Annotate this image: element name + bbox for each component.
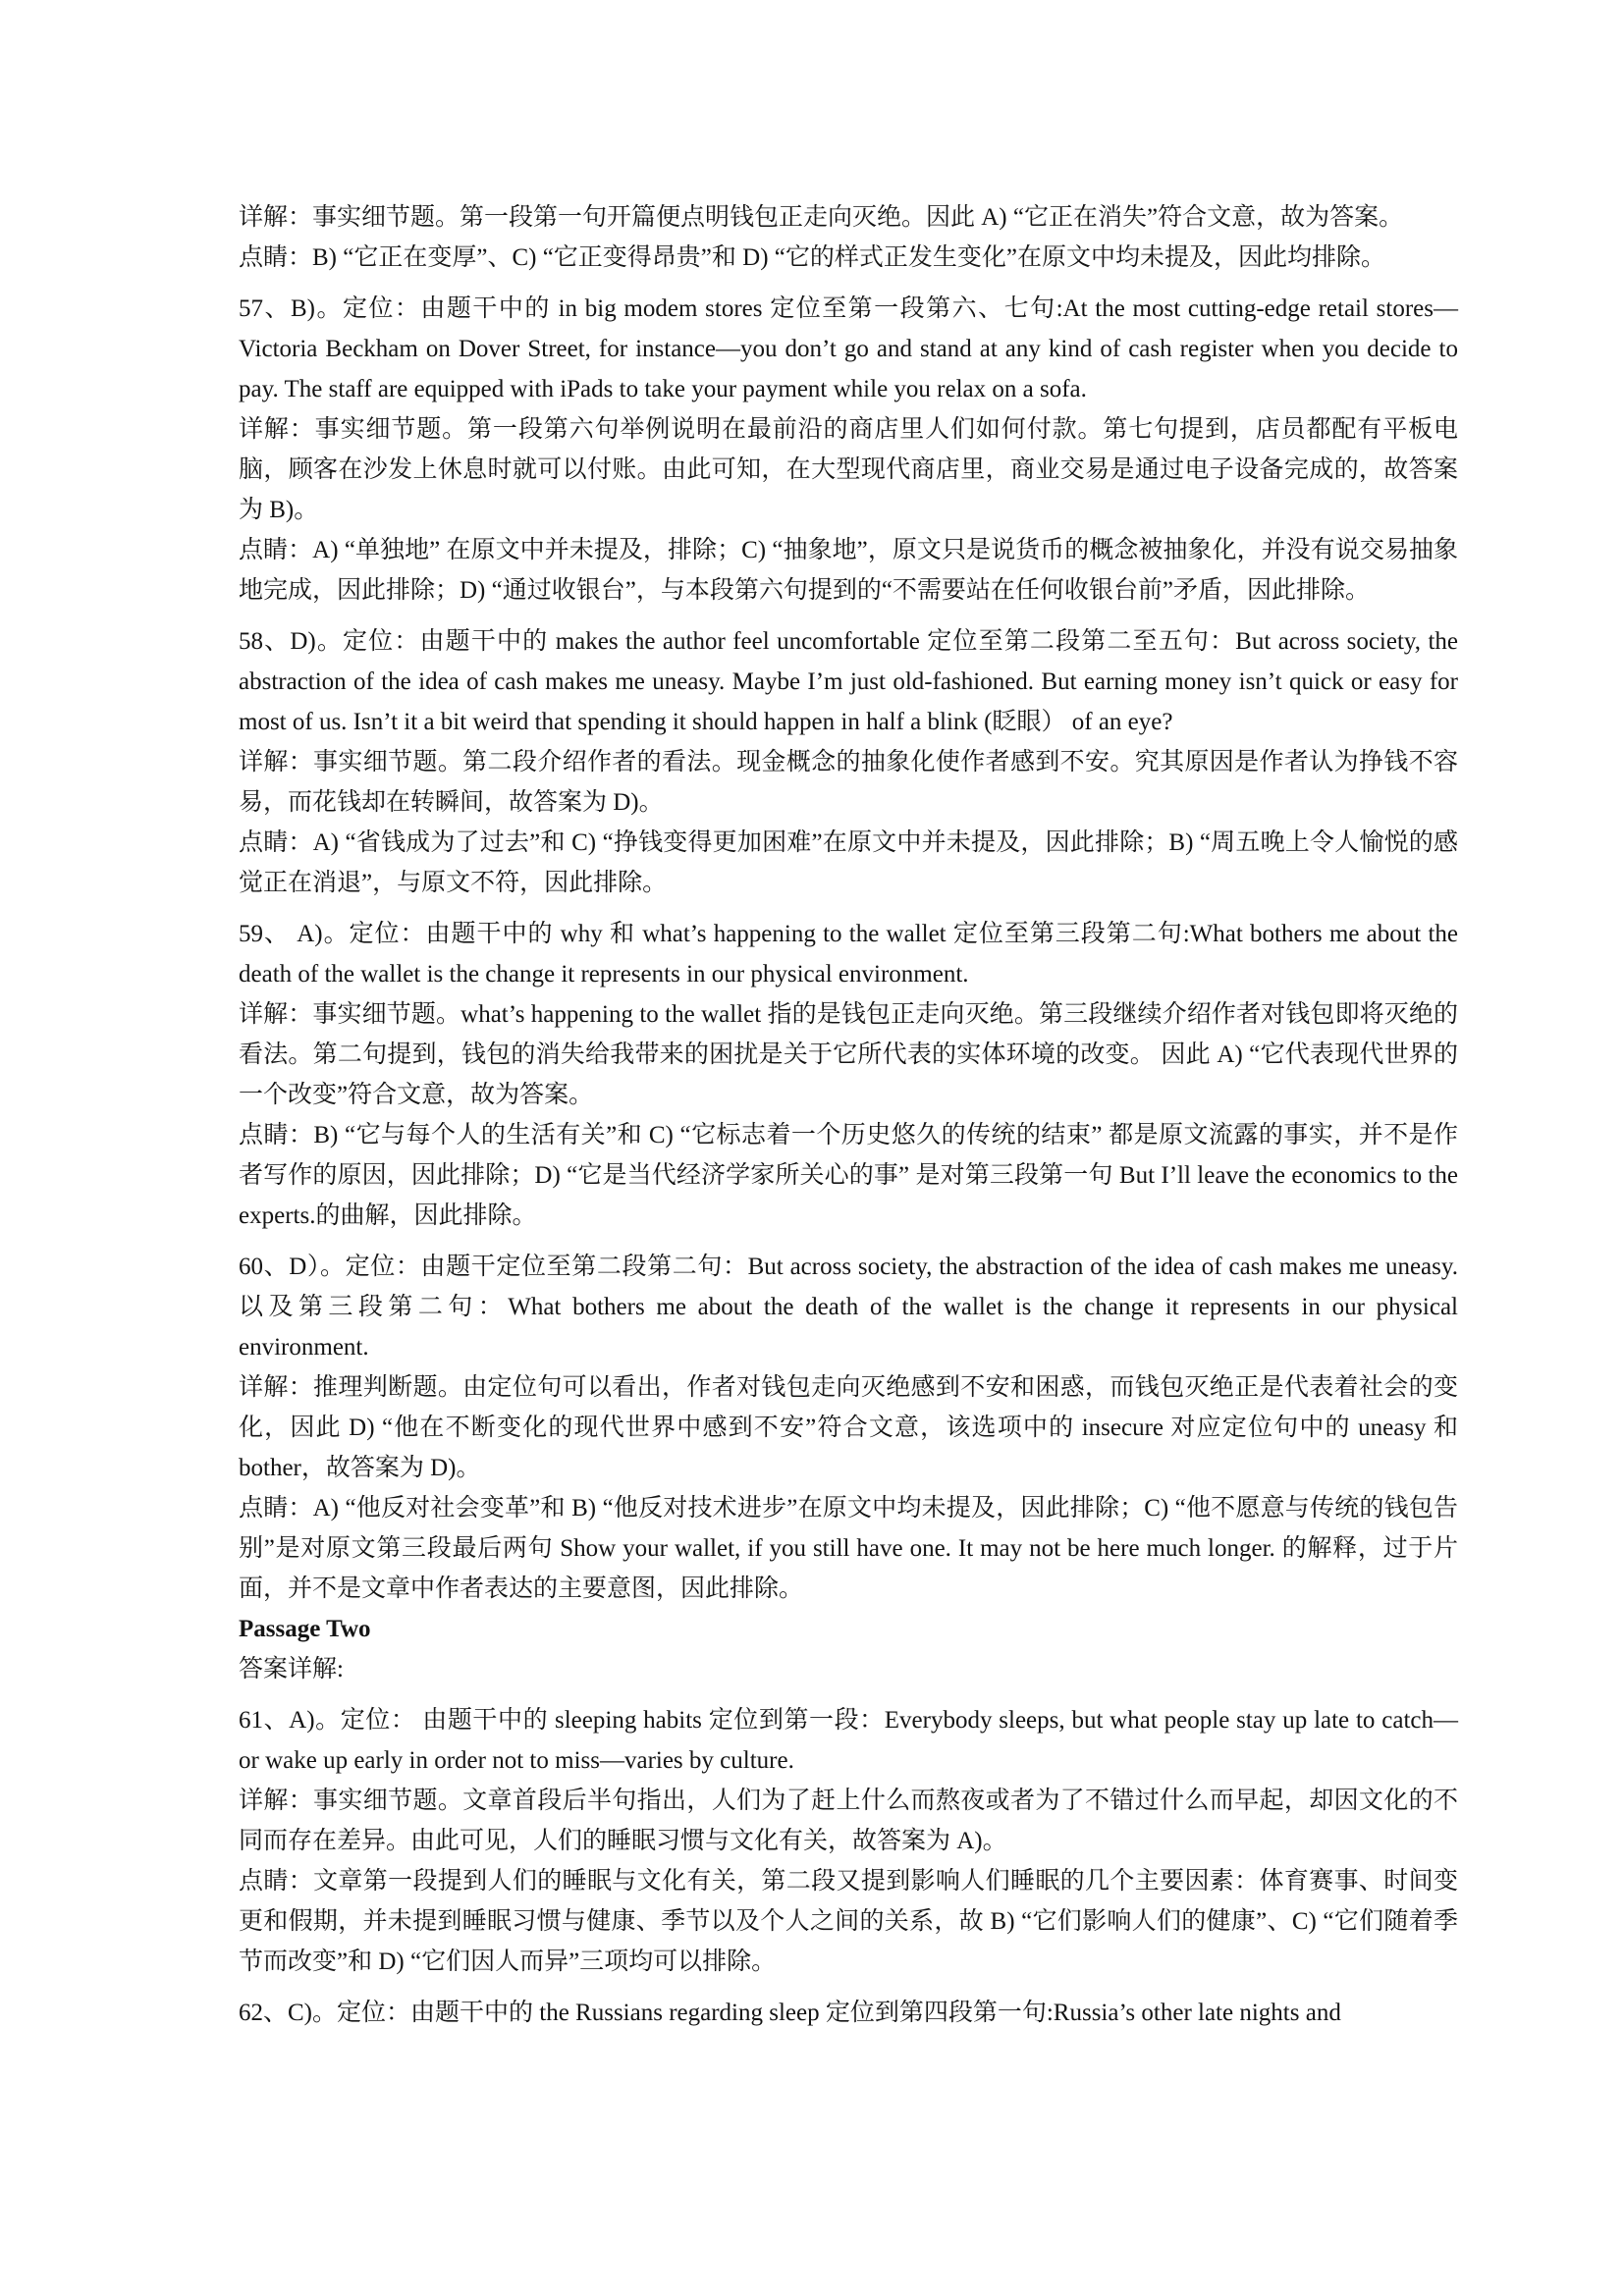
q56-tip-paragraph: 点睛：B) “它正在变厚”、C) “它正变得昂贵”和 D) “它的样式正发生变化”在原文中均未提及，因此均排除。 [239,244,1385,271]
q59-tip-paragraph: 点睛：B) “它与每个人的生活有关”和 C) “它标志着一个历史悠久的传统的结束” 都是原文流露的事实，并不是作者写作的原因，因此排除；D) “它是当代经济学家所关心的事” 是对第三段第一句 But I’ll leave the economics to the experts.的曲解，因此排除。 [239,1122,1458,1229]
q61-tip-paragraph: 点睛：文章第一段提到人们的睡眠与文化有关，第二段又提到影响人们睡眠的几个主要因素：体育赛事、时间变更和假期，并未提到睡眠习惯与健康、季节以及个人之间的关系，故 B) “它们影响人们的健康”、C) “它们随着季节而改变”和 D) “它们因人而异”三项均可以排除。 [239,1868,1458,1975]
passage-two-heading: Passage Two [239,1616,371,1642]
answer-key-label: 答案详解: [239,1656,344,1682]
q57-tip-paragraph: 点睛：A) “单独地” 在原文中并未提及，排除；C) “抽象地”，原文只是说货币的概念被抽象化，并没有说交易抽象地完成，因此排除；D) “通过收银台”，与本段第六句提到的“不需要站在任何收银台前”矛盾，因此排除。 [239,537,1458,604]
q58-location-paragraph: 58、D)。定位：由题干中的 makes the author feel uncomfortable 定位至第二段第二至五句：But across society, the abstraction of the idea of cash makes me uneasy. Maybe I’m just old-fashioned. But earning money isn’t quick or easy for most of us. Isn’t it a bit weird that spending it should happen in half a blink (眨眼） of an eye? [239,628,1458,735]
q58-detail-paragraph: 详解：事实细节题。第二段介绍作者的看法。现金概念的抽象化使作者感到不安。究其原因是作者认为挣钱不容易，而花钱却在转瞬间，故答案为 D)。 [239,749,1458,816]
q62-location-paragraph: 62、C)。定位：由题干中的 the Russians regarding sleep 定位到第四段第一句:Russia’s other late nights and [239,2000,1341,2026]
q57-detail-paragraph: 详解：事实细节题。第一段第六句举例说明在最前沿的商店里人们如何付款。第七句提到，店员都配有平板电脑，顾客在沙发上休息时就可以付账。由此可知，在大型现代商店里，商业交易是通过电子设备完成的，故答案为 B)。 [239,416,1458,523]
q59-detail-paragraph: 详解：事实细节题。what’s happening to the wallet 指的是钱包正走向灭绝。第三段继续介绍作者对钱包即将灭绝的看法。第二句提到，钱包的消失给我带来的困扰是关于它所代表的实体环境的改变。 因此 A) “它代表现代世界的一个改变”符合文意，故为答案。 [239,1001,1458,1108]
q60-tip-paragraph: 点睛：A) “他反对社会变革”和 B) “他反对技术进步”在原文中均未提及，因此排除；C) “他不愿意与传统的钱包告别”是对原文第三段最后两句 Show your wallet, if you still have one. It may not be here much longer. 的解释，过于片面，并不是文章中作者表达的主要意图，因此排除。 [239,1495,1458,1602]
q57-location-paragraph: 57、B)。定位：由题干中的 in big modem stores 定位至第一段第六、七句:At the most cutting-edge retail stores—Victoria Beckham on Dover Street, for instance—you don’t go and stand at any kind of cash register when you decide to pay. The staff are equipped with iPads to take your payment while you relax on a sofa. [239,295,1458,402]
q60-detail-paragraph: 详解：推理判断题。由定位句可以看出，作者对钱包走向灭绝感到不安和困惑，而钱包灭绝正是代表着社会的变化，因此 D) “他在不断变化的现代世界中感到不安”符合文意，该选项中的 insecure 对应定位句中的 uneasy 和 bother，故答案为 D)。 [239,1374,1458,1481]
q60-location-paragraph: 60、D）。定位：由题干定位至第二段第二句：But across society, the abstraction of the idea of cash makes me uneasy.以及第三段第二句：What bothers me about the death of the wallet is the change it represents in our physical environment. [239,1254,1458,1361]
q61-detail-paragraph: 详解：事实细节题。文章首段后半句指出，人们为了赶上什么而熬夜或者为了不错过什么而早起，却因文化的不同而存在差异。由此可见，人们的睡眠习惯与文化有关，故答案为 A)。 [239,1788,1458,1854]
q59-location-paragraph: 59、 A)。定位：由题干中的 why 和 what’s happening to the wallet 定位至第三段第二句:What bothers me about the death of the wallet is the change it represents in our physical environment. [239,921,1458,988]
q61-location-paragraph: 61、A)。定位： 由题干中的 sleeping habits 定位到第一段：Everybody sleeps, but what people stay up late to catch—or wake up early in order not to miss—varies by culture. [239,1707,1458,1774]
q58-tip-paragraph: 点睛：A) “省钱成为了过去”和 C) “挣钱变得更加困难”在原文中并未提及，因此排除；B) “周五晚上令人愉悦的感觉正在消退”，与原文不符，因此排除。 [239,829,1458,896]
q56-detail-paragraph: 详解：事实细节题。第一段第一句开篇便点明钱包正走向灭绝。因此 A) “它正在消失”符合文意，故为答案。 [239,204,1404,231]
answer-explanations-text-block [239,197,1458,2033]
